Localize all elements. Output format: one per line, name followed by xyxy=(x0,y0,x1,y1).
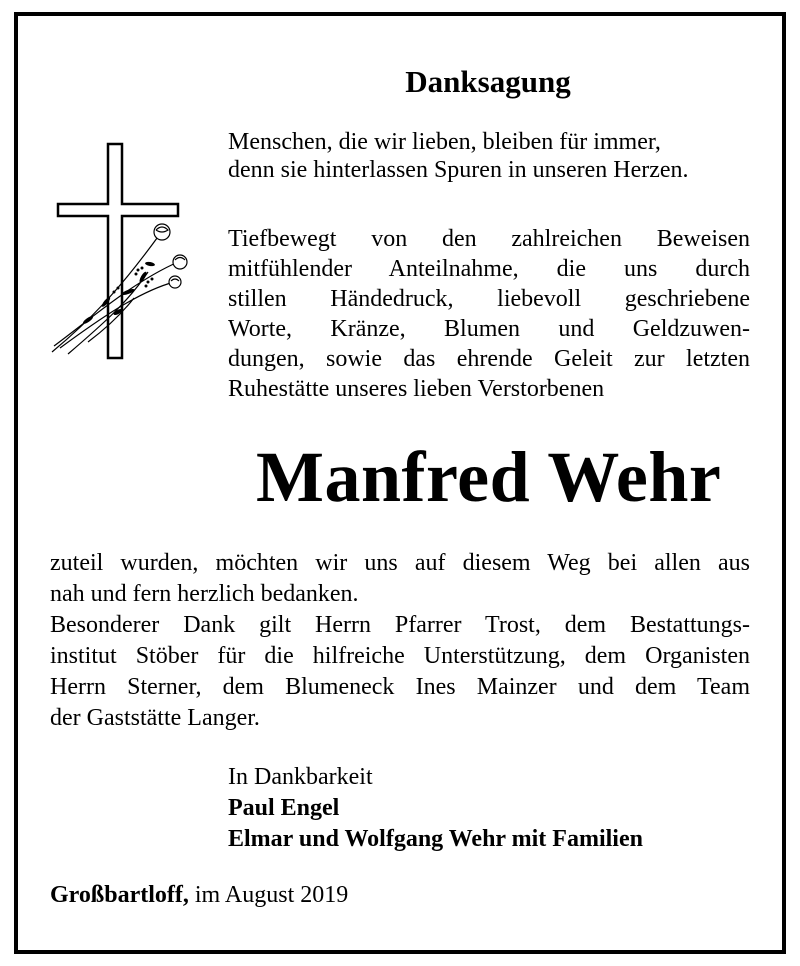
place: Großbartloff, xyxy=(50,882,189,908)
thanks-line: institut Stöber für die hilfreiche Unterstützung, dem Organisten xyxy=(50,643,750,669)
intro-line: dungen, sowie das ehrende Geleit zur letzten xyxy=(228,346,750,372)
thanks-line: Besonderer Dank gilt Herrn Pfarrer Trost, dem Bestattungs- xyxy=(50,612,750,638)
intro-line: Ruhestätte unseres lieben Verstorbenen xyxy=(228,376,605,402)
thanks-line: der Gaststätte Langer. xyxy=(50,705,260,731)
cross-with-roses-icon xyxy=(48,142,198,362)
intro-line: Worte, Kränze, Blumen und Geldzuwen- xyxy=(228,316,750,342)
quote-line: Menschen, die wir lieben, bleiben für immer, xyxy=(228,129,661,155)
thanks-paragraph xyxy=(50,548,750,734)
intro-line: stillen Händedruck, liebevoll geschriebene xyxy=(228,286,750,312)
thanks-line: zuteil wurden, möchten wir uns auf diesem Weg bei allen aus xyxy=(50,550,750,576)
signer-name: Paul Engel xyxy=(228,795,340,821)
heading: Danksagung xyxy=(405,64,571,99)
signer-families: Elmar und Wolfgang Wehr mit Familien xyxy=(228,826,643,852)
intro-line: Tiefbewegt von den zahlreichen Beweisen xyxy=(228,226,750,252)
place-date xyxy=(50,882,348,909)
intro-line: mitfühlender Anteilnahme, die uns durch xyxy=(228,256,750,282)
intro-paragraph xyxy=(228,224,750,404)
quote-line: denn sie hinterlassen Spuren in unseren Herzen. xyxy=(228,157,689,183)
thanks-line: Herrn Sterner, dem Blumeneck Ines Mainzer und dem Team xyxy=(50,674,750,700)
closing: In Dankbarkeit xyxy=(228,764,373,790)
quote xyxy=(228,128,689,184)
date: im August 2019 xyxy=(194,882,349,908)
thanks-line: nah und fern herzlich bedanken. xyxy=(50,581,359,607)
signature-block xyxy=(228,762,643,855)
deceased-name: Manfred Wehr xyxy=(256,437,722,517)
